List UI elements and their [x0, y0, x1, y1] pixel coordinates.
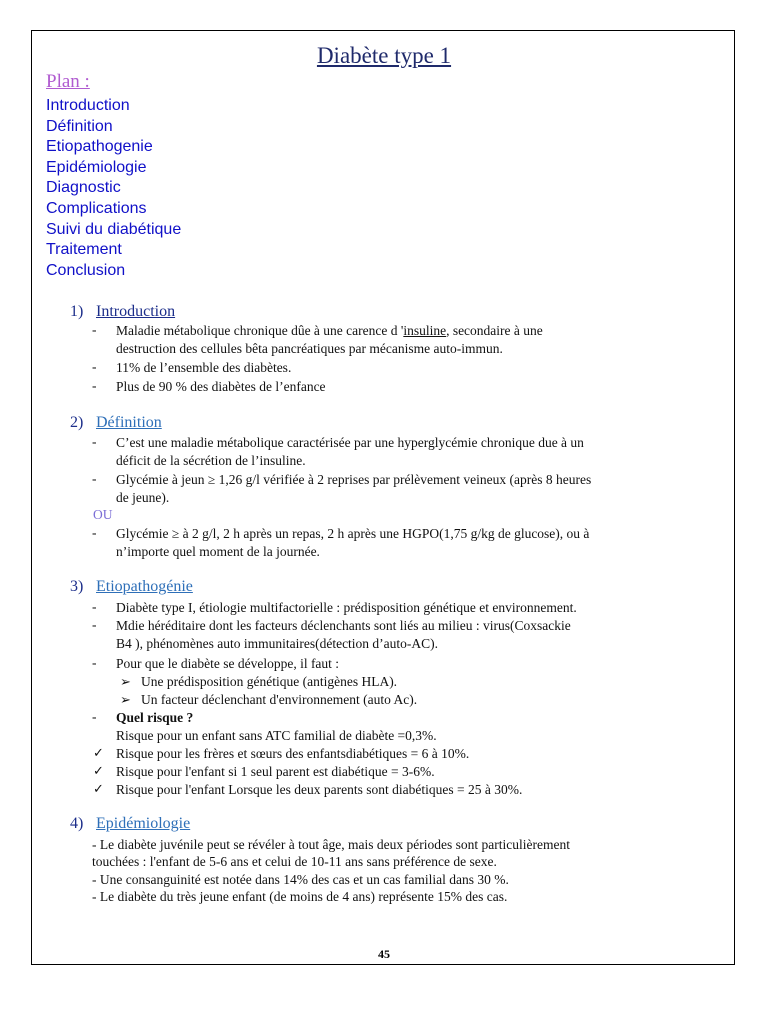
section-heading-etiopathogenie	[70, 578, 193, 596]
paragraph-line: 11% de l’ensemble des diabètes.	[116, 360, 292, 375]
paragraph-line: Quel risque ?	[116, 710, 194, 725]
paragraph-line: touchées : l'enfant de 5-6 ans et celui de 10-11 ans sans préférence de sexe.	[92, 854, 497, 869]
paragraph-line: Risque pour un enfant sans ATC familial de diabète =0,3%.	[116, 728, 437, 743]
paragraph-line: Risque pour l'enfant Lorsque les deux parents sont diabétiques = 25 à 30%.	[116, 782, 523, 797]
section-title[interactable]: Epidémiologie	[96, 815, 191, 832]
paragraph-line: - Le diabète juvénile peut se révéler à tout âge, mais deux périodes sont particulièrement	[92, 837, 570, 852]
paragraph-line: Risque pour les frères et sœurs des enfantsdiabétiques = 6 à 10%.	[116, 746, 470, 761]
dash-bullet: -	[92, 525, 97, 540]
paragraph-line: destruction des cellules bêta pancréatiques par mécanisme auto-immun.	[116, 341, 503, 356]
paragraph-line: Une prédisposition génétique (antigènes HLA).	[141, 674, 398, 689]
paragraph-line: - Une consanguinité est notée dans 14% des cas et un cas familial dans 30 %.	[92, 872, 509, 887]
paragraph-line: déficit de la sécrétion de l’insuline.	[116, 453, 306, 468]
section-number: 4)	[70, 815, 84, 832]
paragraph-line: Diabète type I, étiologie multifactorielle : prédisposition génétique et environnement.	[116, 600, 577, 615]
paragraph-line: n’importe quel moment de la journée.	[116, 544, 320, 559]
section-heading-epidemiologie	[70, 815, 190, 833]
dash-bullet: -	[92, 709, 97, 724]
section-number: 3)	[70, 578, 84, 595]
plan-list	[46, 96, 181, 281]
section-heading-introduction	[70, 303, 175, 321]
arrow-bullet-icon: ➢	[120, 692, 131, 707]
section-number: 1)	[70, 303, 84, 320]
insuline-link[interactable]: insuline	[403, 323, 447, 338]
section-heading-definition	[70, 414, 162, 432]
section-title[interactable]: Introduction	[96, 303, 176, 320]
section-title[interactable]: Etiopathogénie	[96, 578, 193, 595]
page-number: 45	[378, 947, 390, 961]
paragraph-line: - Le diabète du très jeune enfant (de moins de 4 ans) représente 15% des cas.	[92, 889, 508, 904]
checkmark-icon: ✓	[93, 781, 104, 796]
paragraph-line: Un facteur déclenchant d'environnement (auto Ac).	[141, 692, 418, 707]
plan-item[interactable]: Epidémiologie	[46, 158, 147, 176]
plan-item[interactable]: Diagnostic	[46, 179, 121, 197]
text-span: Maladie métabolique chronique dûe à une carence d '	[116, 323, 404, 338]
plan-item[interactable]: Introduction	[46, 97, 130, 114]
section-number: 2)	[70, 414, 84, 431]
dash-bullet: -	[92, 322, 97, 337]
paragraph-line: B4 ), phénomènes auto immunitaires(détection d’auto-AC).	[116, 636, 439, 651]
plan-item[interactable]: Complications	[46, 199, 147, 217]
paragraph-line: Glycémie ≥ à 2 g/l, 2 h après un repas, 2 h après une HGPO(1,75 g/kg de glucose), ou à	[116, 526, 590, 541]
document-title: Diabète type 1	[316, 43, 452, 68]
dash-bullet: -	[92, 655, 97, 670]
section-title[interactable]: Définition	[96, 414, 162, 431]
paragraph-line: Pour que le diabète se développe, il faut :	[116, 656, 340, 671]
paragraph-line: Risque pour l'enfant si 1 seul parent est diabétique = 3-6%.	[116, 764, 435, 779]
text-span: , secondaire à une	[446, 323, 543, 338]
plan-item[interactable]: Suivi du diabétique	[46, 220, 182, 238]
plan-item[interactable]: Conclusion	[46, 261, 126, 279]
dash-bullet: -	[92, 617, 97, 632]
dash-bullet: -	[92, 434, 97, 449]
dash-bullet: -	[92, 359, 97, 374]
dash-bullet: -	[92, 471, 97, 486]
paragraph-line: de jeune).	[116, 490, 170, 505]
or-separator: OU	[93, 507, 113, 522]
paragraph-line: Glycémie à jeun ≥ 1,26 g/l vérifiée à 2 reprises par prélèvement veineux (après 8 heures	[116, 472, 592, 487]
paragraph-line: Plus de 90 % des diabètes de l’enfance	[116, 379, 326, 394]
plan-item[interactable]: Traitement	[46, 241, 122, 259]
arrow-bullet-icon: ➢	[120, 674, 131, 689]
dash-bullet: -	[92, 378, 97, 393]
checkmark-icon: ✓	[93, 763, 104, 778]
paragraph-line: C’est une maladie métabolique caractérisée par une hyperglycémie chronique due à un	[116, 435, 584, 450]
dash-bullet: -	[92, 599, 97, 614]
plan-item[interactable]: Etiopathogenie	[46, 138, 153, 156]
plan-item[interactable]: Définition	[46, 117, 113, 135]
paragraph-line	[116, 323, 543, 339]
plan-heading: Plan :	[46, 71, 90, 92]
paragraph-line: Mdie héréditaire dont les facteurs déclenchants sont liés au milieu : virus(Coxsackie	[116, 618, 571, 633]
checkmark-icon: ✓	[93, 745, 104, 760]
